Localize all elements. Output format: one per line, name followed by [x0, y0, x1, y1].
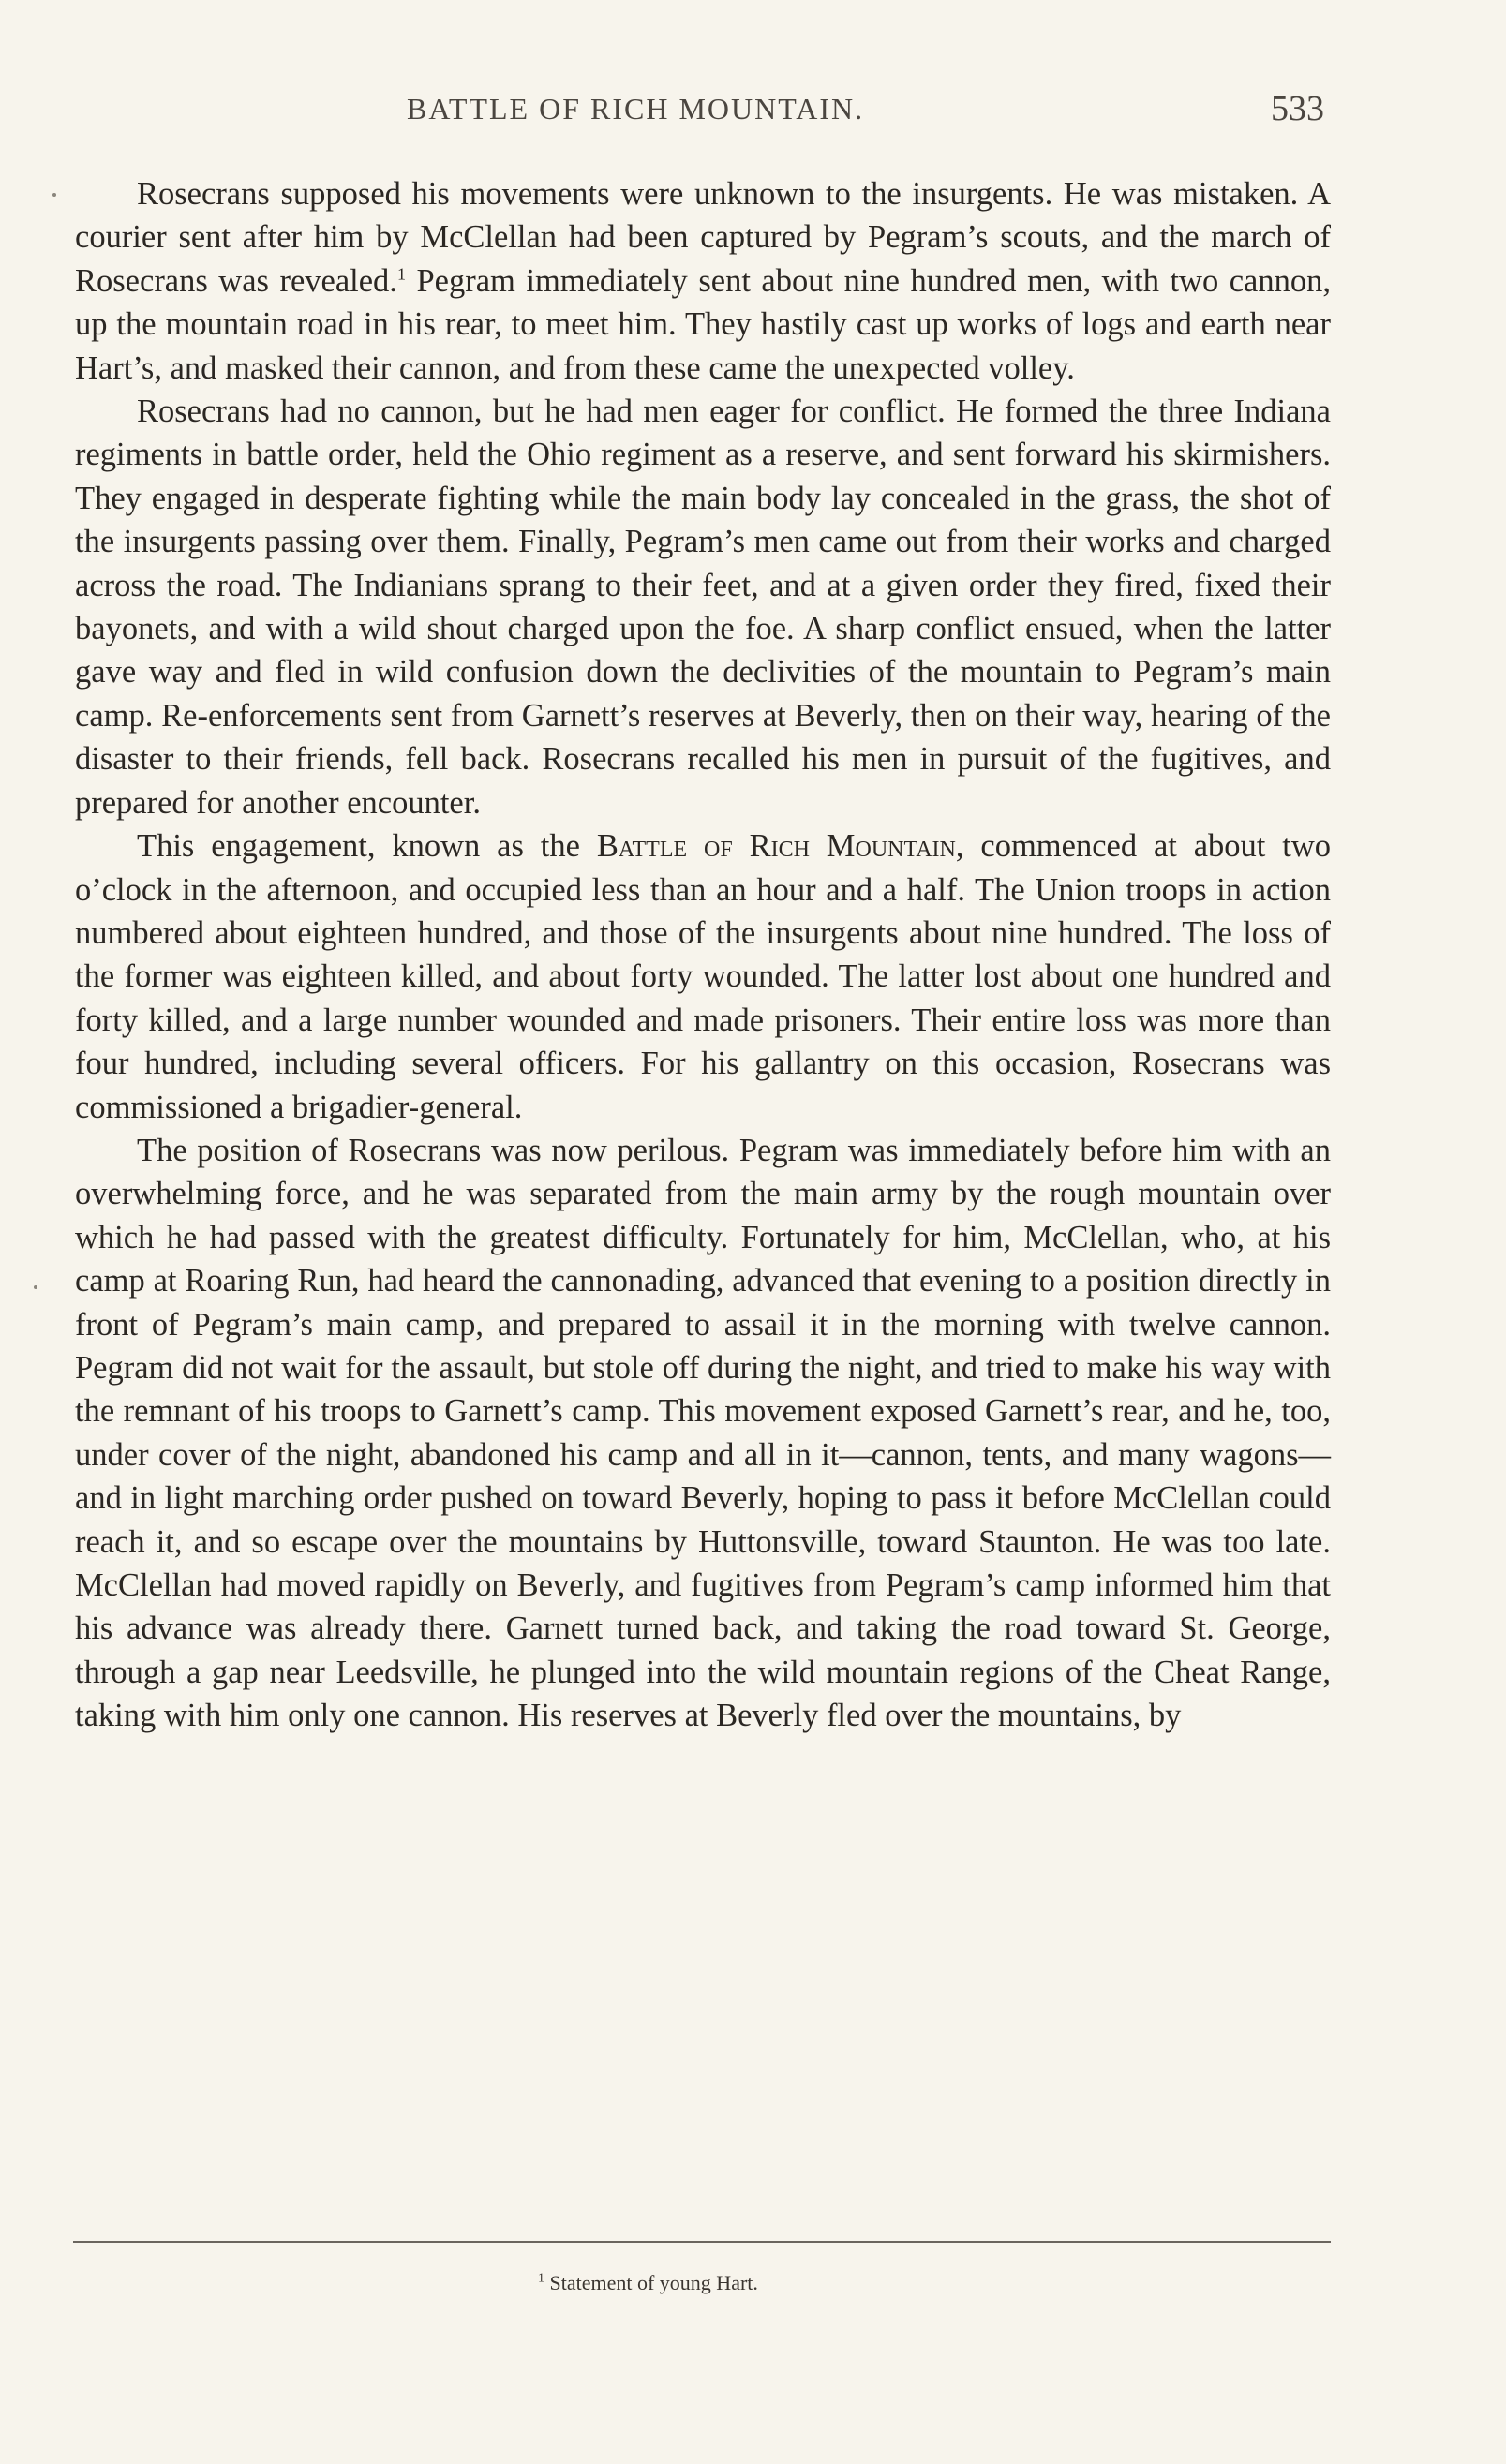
paragraph-text: , commenced at about two o’clock in the afternoon, and occupied less than an hour and a half. The Union troops in action numbered about eighteen hundred, and those of the insurgents about nine hundred. The loss of the former was eighteen killed, and about forty wounded. The latter lost about one hundred and forty killed, and a large number wounded and made prisoners. Their entire loss was more than four hundred, including several officers. For his gallantry on this occasion, Rosecrans was commissioned a brigadier-general.	[75, 828, 1331, 1125]
footnote-reference: 1	[396, 264, 406, 284]
battle-name: Battle of Rich Mountain	[596, 828, 956, 865]
paragraph-text: This engagement, known as the	[137, 828, 597, 865]
paragraph	[75, 1129, 1331, 1738]
paragraph-text: Rosecrans supposed his movements were unknown to the insurgents. He was mistaken. A courier sent after him by McClellan had been captured by Pegram’s scouts, and the march of Rosecrans was revealed.	[75, 176, 1331, 299]
paragraph	[75, 390, 1331, 824]
running-title: BATTLE OF RICH MOUNTAIN.	[407, 92, 865, 126]
page-number: 533	[1271, 89, 1324, 128]
paragraph-text: Rosecrans had no cannon, but he had men eager for conflict. He formed the three Indiana regiments in battle order, held the Ohio regiment as a reserve, and sent forward his skirmishers. They engaged in desperate fighting while the main body lay concealed in the grass, the shot of the insurgents passing over them. Finally, Pegram’s men came out from their works and charged across the road. The Indianians sprang to their feet, and at a given order they fired, fixed their bayonets, and with a wild shout charged upon the foe. A sharp conflict ensued, when the latter gave way and fled in wild confusion down the declivities of the mountain to Pegram’s main camp. Re-enforcements sent from Garnett’s reserves at Beverly, then on their way, hearing of the disaster to their friends, fell back. Rosecrans recalled his men in pursuit of the fugitives, and prepared for another encounter.	[75, 393, 1331, 821]
footnote	[538, 2271, 758, 2295]
paragraph-text: The position of Rosecrans was now perilous. Pegram was immediately before him with an overwhelming force, and he was separated from the main army by the rough mountain over which he had passed with the greatest difficulty. Fortunately for him, McClellan, who, at his camp at Roaring Run, had heard the cannonading, advanced that evening to a position directly in front of Pegram’s main camp, and prepared to assail it in the morning with twelve cannon. Pegram did not wait for the assault, but stole off during the night, and tried to make his way with the remnant of his troops to Garnett’s camp. This movement exposed Garnett’s rear, and he, too, under cover of the night, abandoned his camp and all in it—cannon, tents, and many wagons—and in light marching order pushed on toward Beverly, hoping to pass it before McClellan could reach it, and so escape over the mountains by Huttonsville, toward Staunton. He was too late. McClellan had moved rapidly on Beverly, and fugitives from Pegram’s camp informed him that his advance was already there. Garnett turned back, and taking the road toward St. George, through a gap near Leedsville, he plunged into the wild mountain regions of the Cheat Range, taking with him only one cannon. His reserves at Beverly fled over the mountains, by	[75, 1132, 1331, 1734]
paragraph	[75, 172, 1331, 390]
paragraph	[75, 824, 1331, 1129]
footnote-text: Statement of young Hart.	[549, 2271, 758, 2294]
footnote-marker: 1	[538, 2271, 544, 2286]
margin-mark	[34, 1285, 37, 1289]
running-head	[0, 89, 1506, 139]
paragraph-text: Pegram immediately sent about nine hundred men, with two cannon, up the mountain road in his rear, to meet him. They hastily cast up works of logs and earth near Hart’s, and masked their cannon, and from these came the unexpected volley.	[75, 262, 1331, 386]
footnote-rule	[73, 2241, 1331, 2243]
body-text	[75, 172, 1331, 1738]
margin-mark	[52, 193, 56, 197]
